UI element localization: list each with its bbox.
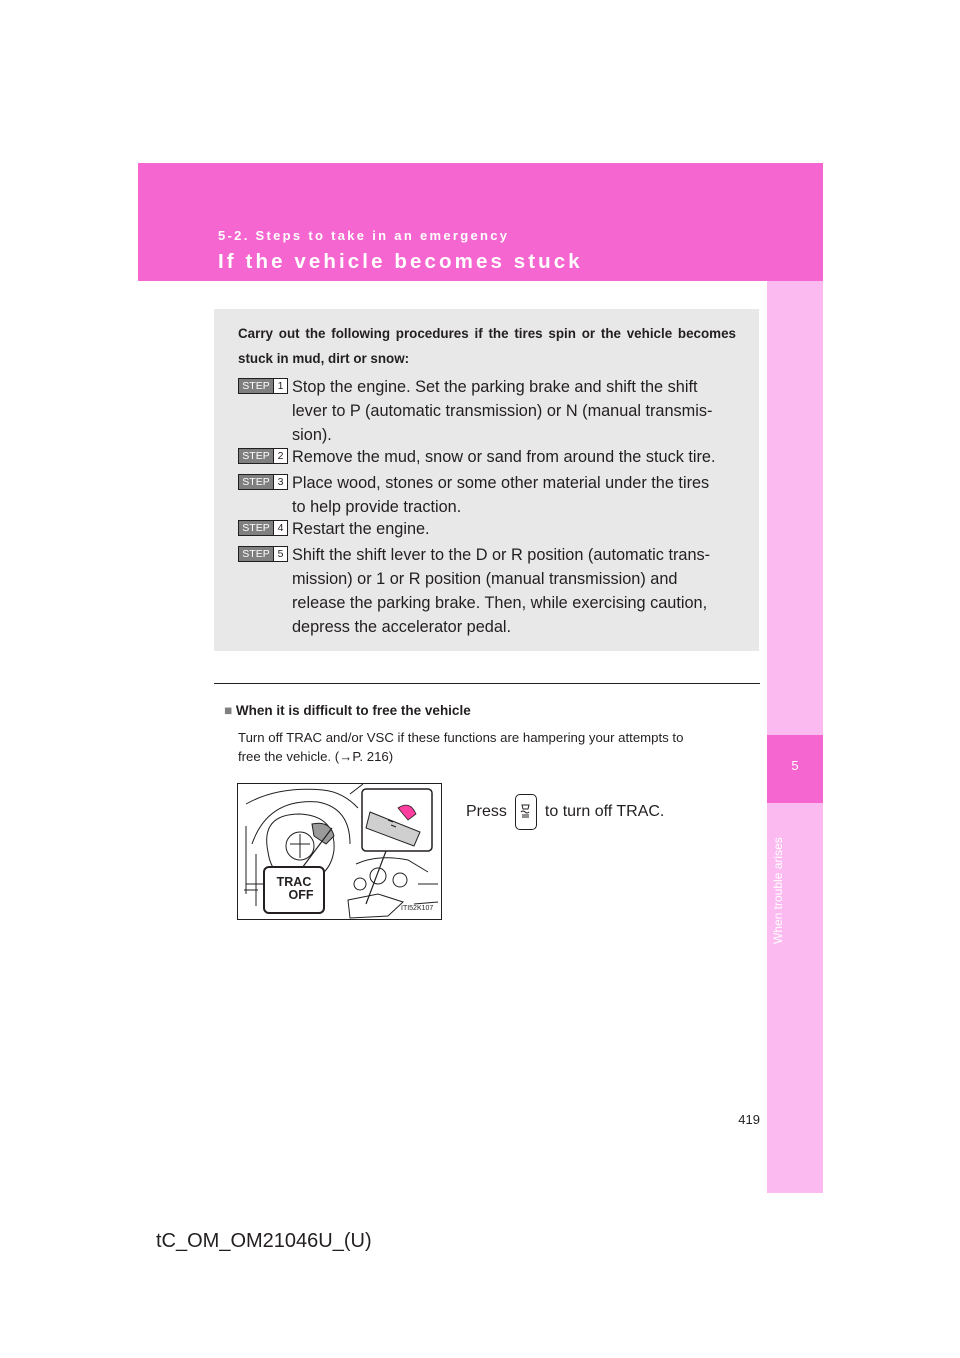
chapter-name: When trouble arises [771,837,785,944]
procedure-box [214,309,759,651]
chapter-number: 5 [791,758,799,773]
step-badge: STEP 2 [238,448,288,464]
step-text: Restart the engine. [292,520,430,538]
step-text: Place wood, stones or some other material under the tires to help provide traction. [292,474,710,516]
document-code: tC_OM_OM21046U_(U) [156,1230,372,1252]
procedure-intro: Carry out the following procedures if the tires spin or the vehicle becomes stuck in mud, dirt or snow: [238,326,736,366]
step-text: Remove the mud, snow or sand from around the stuck tire. [292,448,716,466]
step-badge: STEP 5 [238,546,288,562]
trac-off-callout: TRAC OFF [263,866,325,914]
page-title: If the vehicle becomes stuck [218,250,583,273]
step-badge: STEP 4 [238,520,288,536]
trac-off-button-icon [515,794,537,830]
figure-code: ITI52K107 [401,905,434,912]
header-band [138,163,823,281]
section-label: 5-2. Steps to take in an emergency [218,228,510,243]
note-body: Turn off TRAC and/or VSC if these functions are hampering your attempts to free the vehicle. (→P. 216) [238,730,684,764]
section-divider [214,683,760,684]
square-bullet-icon: ■ [224,703,233,718]
step-badge: STEP 1 [238,378,288,394]
step-text: Stop the engine. Set the parking brake and shift the shift lever to P (automatic transmission) or N (manual transmis- sion). [292,378,713,444]
step-badge: STEP 3 [238,474,288,490]
page-number: 419 [738,1112,760,1127]
step-text: Shift the shift lever to the D or R position (automatic trans- mission) or 1 or R position (manual transmission) and release the parking brake. Then, while exercising caution, depress the accelerator pedal. [292,546,711,636]
note-heading: ■ When it is difficult to free the vehicle [224,703,471,718]
figure-caption: Press to turn off TRAC. [466,794,664,830]
